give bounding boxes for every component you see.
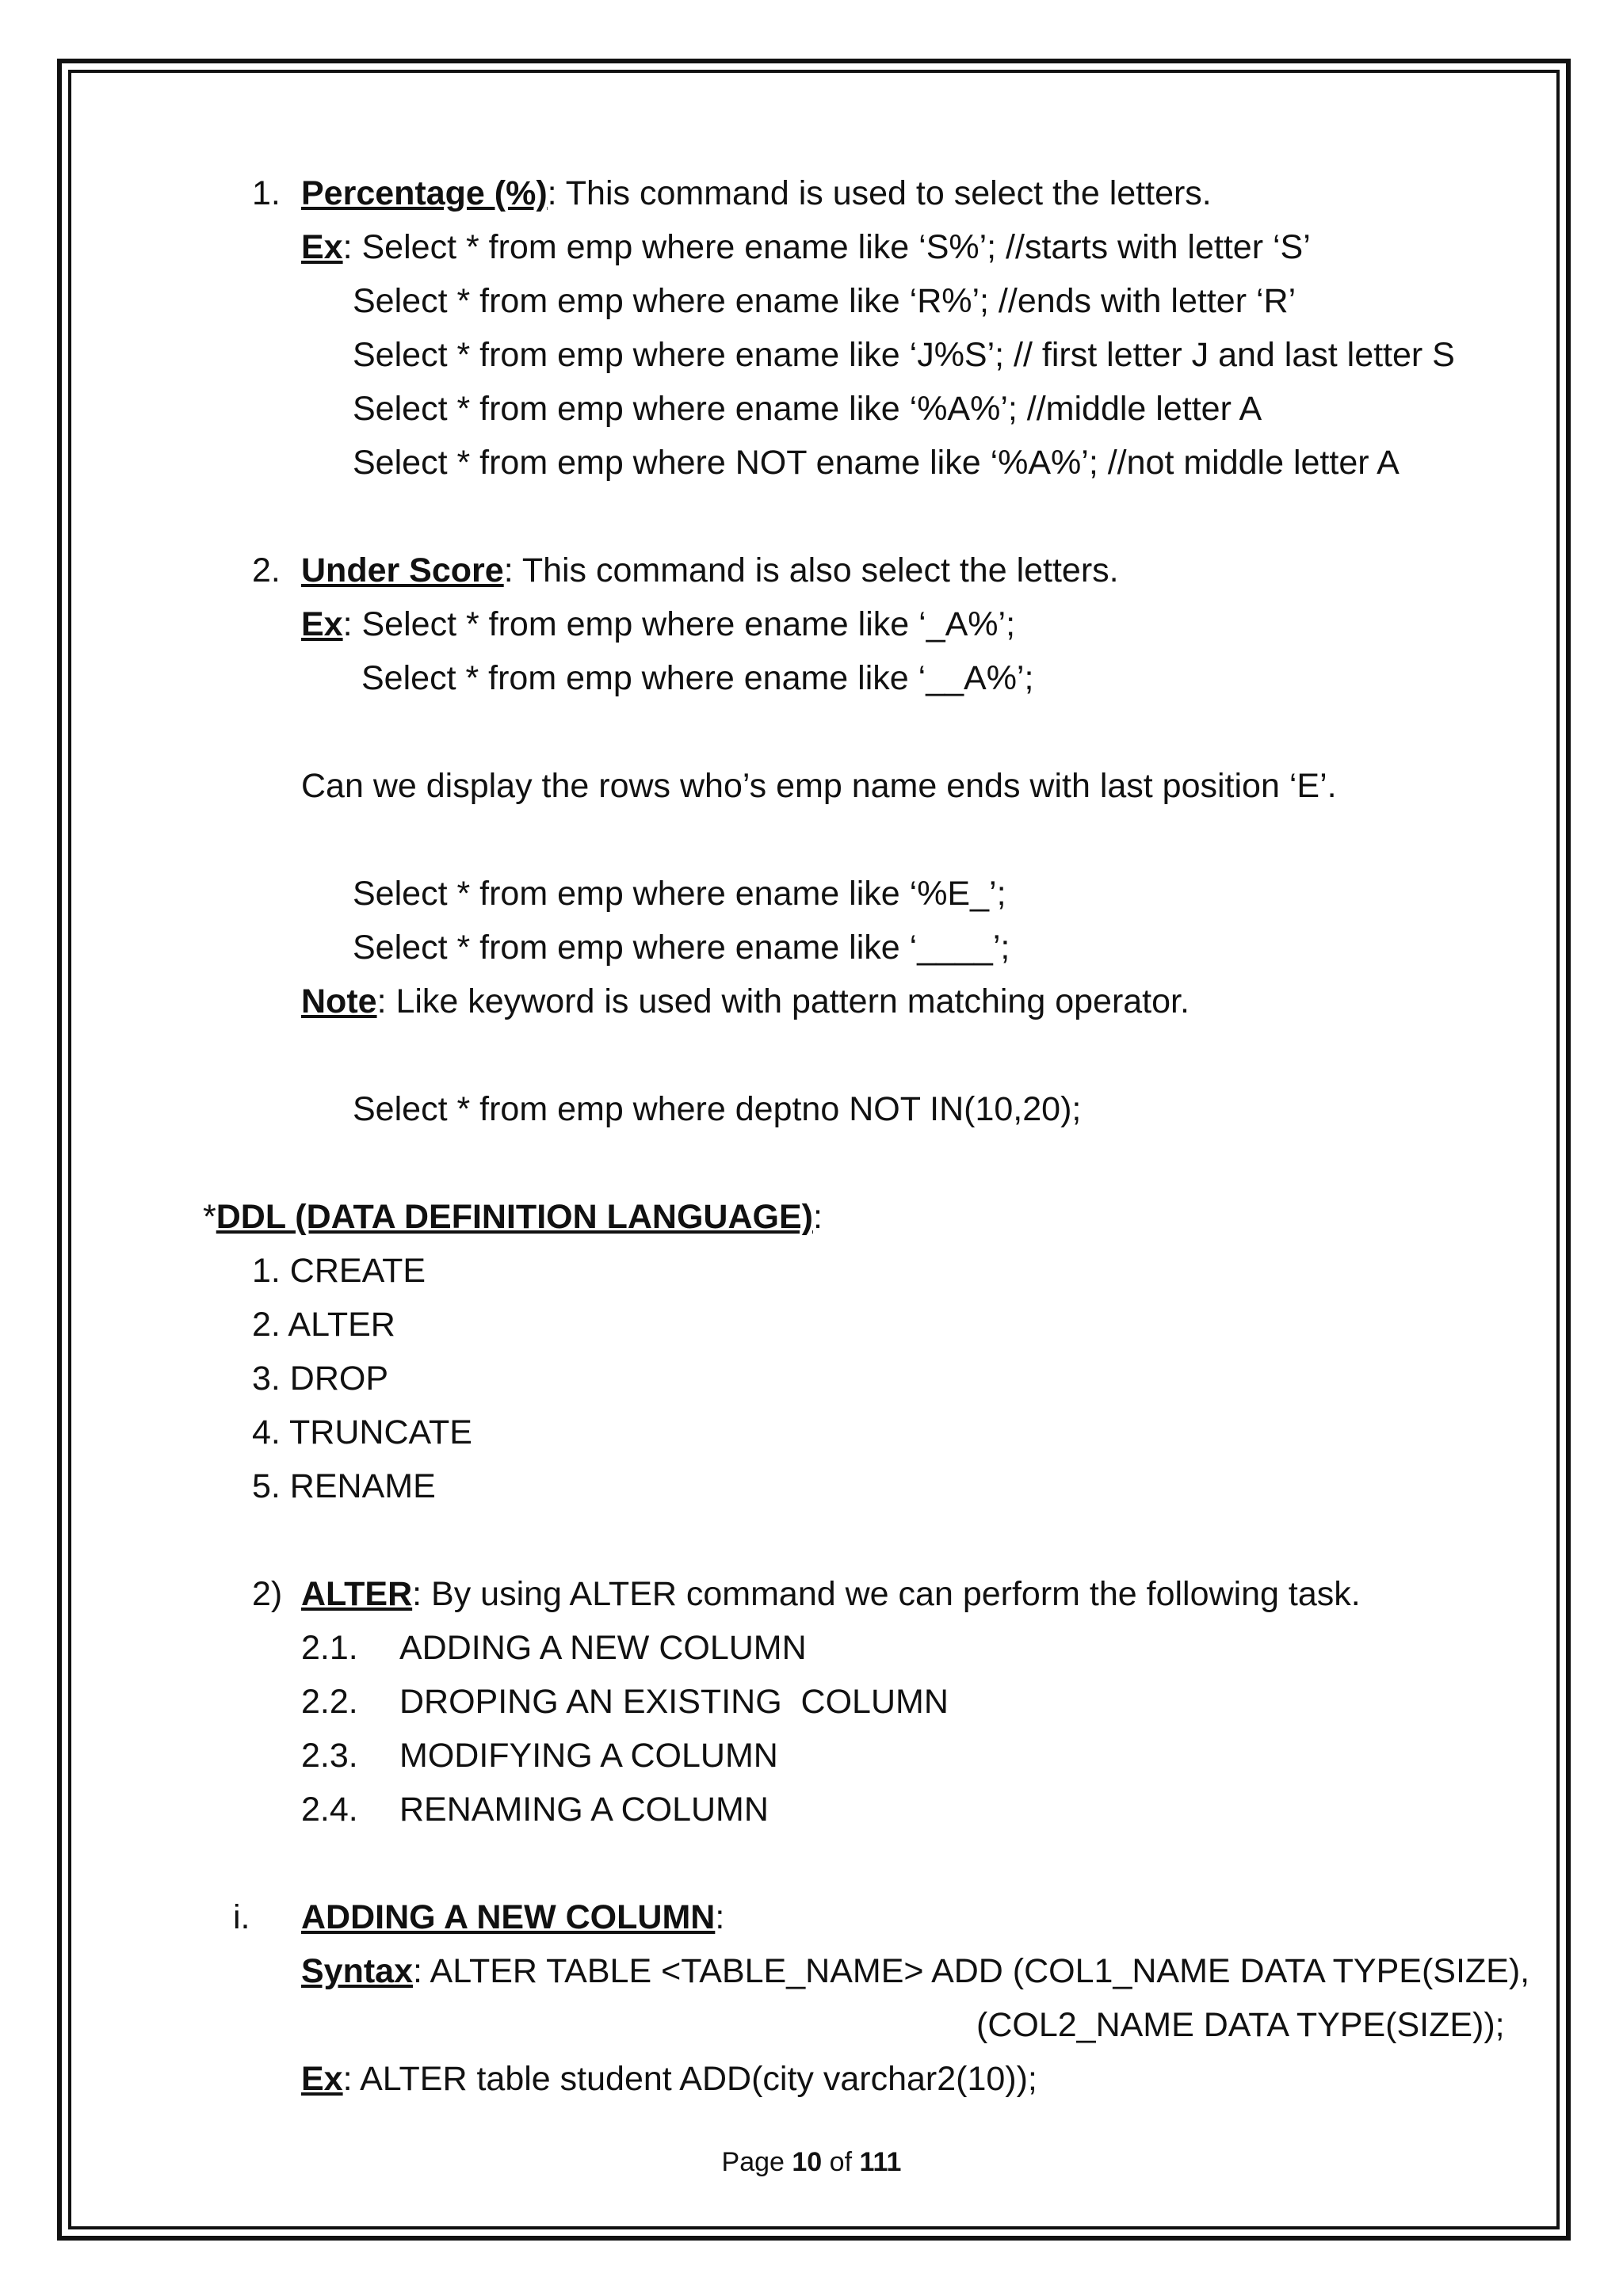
adding-number: i. [233,1898,250,1936]
underscore-label: Under Score [301,551,504,589]
ddl-item-truncate: 4. TRUNCATE [252,1413,472,1451]
ddl-heading-line [203,1200,823,1234]
syntax-line-1 [301,1952,1530,1990]
percentage-number: 1. [252,174,281,212]
adding-suffix: : [715,1898,725,1936]
ddl-item-create: 1. CREATE [252,1252,426,1290]
alter-task-4 [301,1791,769,1829]
underscore-answer-2: Select * from emp where ename like ‘____’; [353,929,1010,967]
note-label: Note [301,982,377,1020]
underscore-description: : This command is also select the letters. [503,551,1119,589]
page-footer [0,2147,1623,2178]
ddl-item-alter: 2. ALTER [252,1306,395,1344]
alter-number: 2) [252,1575,283,1613]
underscore-example-2: Select * from emp where ename like ‘__A%’; [361,659,1034,697]
adding-example-text: : ALTER table student ADD(city varchar2(10)); [342,2060,1037,2098]
alter-heading-line [252,1575,1361,1613]
footer-page-word: Page [721,2147,785,2177]
footer-of-word: of [829,2147,853,2177]
percentage-ex-label: Ex [301,228,343,266]
alter-task-1 [301,1629,807,1667]
alter-task-2 [301,1683,949,1721]
alter-task-3 [301,1737,778,1775]
adding-label: ADDING A NEW COLUMN [301,1898,716,1936]
underscore-heading-line [252,551,1119,589]
percentage-label: Percentage (%) [301,174,548,212]
adding-ex-label: Ex [301,2060,343,2098]
ddl-prefix: * [203,1198,216,1236]
adding-example-line [301,2062,1037,2096]
underscore-ex-label: Ex [301,605,343,643]
percentage-example-line-1 [301,228,1311,266]
alter-task-2-text: DROPING AN EXISTING COLUMN [399,1683,949,1721]
percentage-example-1: : Select * from emp where ename like ‘S%’; //starts with letter ‘S’ [342,228,1311,266]
alter-description: : By using ALTER command we can perform the following task. [412,1575,1361,1613]
footer-page-number: 10 [792,2147,823,2177]
note-text: : Like keyword is used with pattern matching operator. [376,982,1190,1020]
alter-label: ALTER [301,1575,413,1613]
alter-task-1-number: 2.1. [301,1629,358,1667]
not-in-example: Select * from emp where deptno NOT IN(10,20); [353,1090,1082,1128]
percentage-description: : This command is used to select the letters. [547,174,1212,212]
footer-page-total: 111 [859,2147,902,2177]
percentage-example-4: Select * from emp where ename like ‘%A%’; //middle letter A [353,390,1262,428]
percentage-example-3: Select * from emp where ename like ‘J%S’; // first letter J and last letter S [353,336,1455,374]
alter-task-1-text: ADDING A NEW COLUMN [399,1629,807,1667]
underscore-example-line-1 [301,605,1016,643]
ddl-heading: DDL (DATA DEFINITION LANGUAGE) [216,1198,813,1236]
percentage-example-2: Select * from emp where ename like ‘R%’; //ends with letter ‘R’ [353,282,1296,320]
percentage-example-5: Select * from emp where NOT ename like ‘%A%’; //not middle letter A [353,444,1400,482]
underscore-question: Can we display the rows who’s emp name ends with last position ‘E’. [301,767,1337,805]
syntax-text-1: : ALTER TABLE <TABLE_NAME> ADD (COL1_NAME DATA TYPE(SIZE), [413,1952,1530,1990]
underscore-example-1: : Select * from emp where ename like ‘_A%’; [342,605,1016,643]
ddl-item-drop: 3. DROP [252,1360,389,1398]
alter-task-4-text: RENAMING A COLUMN [399,1791,769,1829]
underscore-number: 2. [252,551,281,589]
ddl-suffix: : [812,1198,823,1236]
underscore-answer-1: Select * from emp where ename like ‘%E_’; [353,875,1006,913]
alter-task-4-number: 2.4. [301,1791,358,1829]
syntax-text-2: (COL2_NAME DATA TYPE(SIZE)); [976,2006,1505,2044]
adding-heading-line [233,1898,725,1936]
alter-task-2-number: 2.2. [301,1683,358,1721]
note-line [301,982,1190,1020]
alter-task-3-text: MODIFYING A COLUMN [399,1737,778,1775]
alter-task-3-number: 2.3. [301,1737,358,1775]
syntax-label: Syntax [301,1952,414,1990]
ddl-item-rename: 5. RENAME [252,1467,436,1505]
percentage-heading-line [252,174,1212,212]
